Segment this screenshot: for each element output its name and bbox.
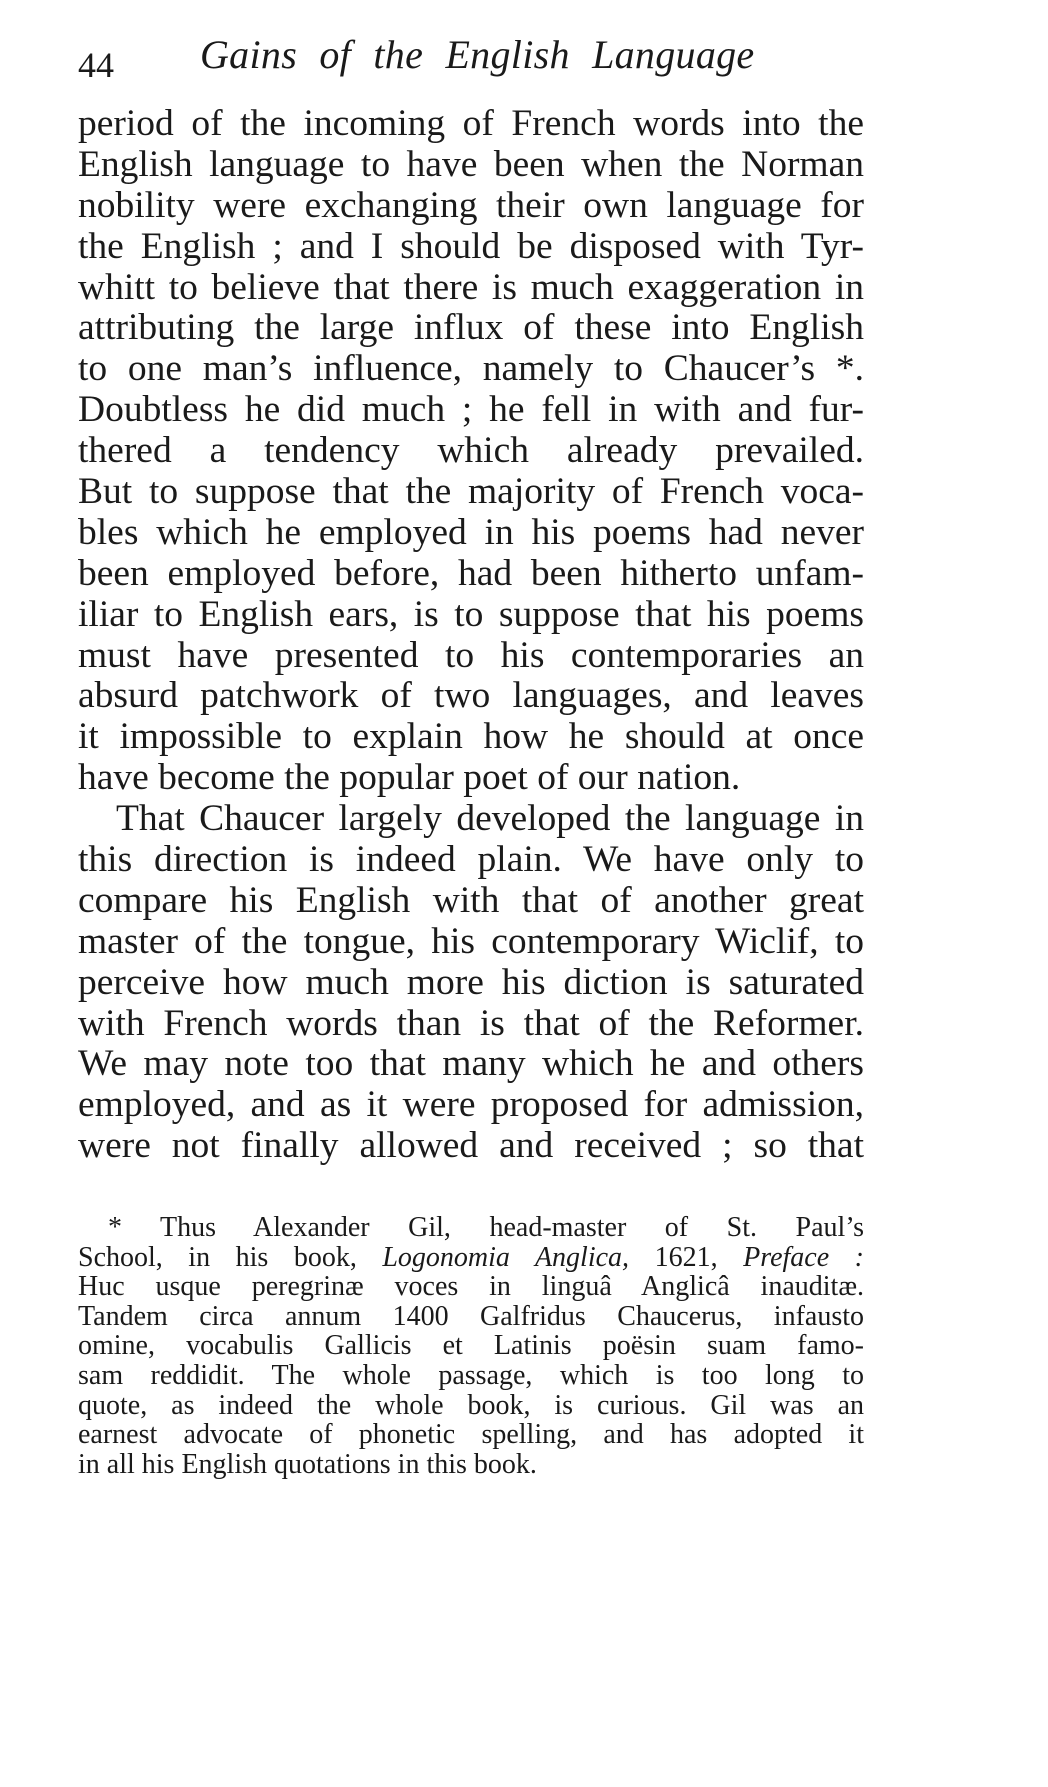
footnote-line: Tandem circa annum 1400 Galfridus Chaucerus, infausto: [78, 1300, 864, 1332]
text-line: Doubtless he did much ; he fell in with and fur-: [78, 389, 864, 431]
text-line: absurd patchwork of two languages, and leaves: [78, 675, 864, 717]
text-line: were not finally allowed and received ; so that: [78, 1125, 864, 1167]
text-line: have become the popular poet of our nation.: [78, 757, 741, 799]
page-number: 44: [78, 45, 114, 85]
text-line: iliar to English ears, is to suppose that his poems: [78, 593, 864, 635]
text-line: perceive how much more his diction is saturated: [78, 961, 864, 1003]
text-line: period of the incoming of French words into the: [78, 103, 864, 144]
text-line: bles which he employed in his poems had never: [78, 511, 864, 553]
text-line: attributing the large influx of these into English: [78, 307, 864, 349]
text-line: must have presented to his contemporaries an: [78, 634, 864, 676]
text-line: But to suppose that the majority of French voca-: [78, 471, 864, 513]
footnote-text: 1621,: [629, 1241, 744, 1273]
footnote-text: School, in his book,: [78, 1241, 383, 1273]
text-line: English language to have been when the Norman: [78, 143, 864, 185]
text-line: master of the tongue, his contemporary Wiclif, to: [78, 920, 864, 962]
text-line: That Chaucer largely developed the language in: [116, 798, 864, 840]
text-line: compare his English with that of another great: [78, 879, 864, 921]
footnote-line: in all his English quotations in this book.: [78, 1448, 537, 1480]
body-text: [78, 104, 864, 1167]
text-line: it impossible to explain how he should at once: [78, 716, 864, 758]
footnote-line: * Thus Alexander Gil, head-master of St. Paul’s: [108, 1212, 864, 1243]
text-line: to one man’s influence, namely to Chaucer’s *.: [78, 348, 864, 390]
running-title: Gains of the English Language: [200, 32, 755, 77]
text-line: employed, and as it were proposed for admission,: [78, 1084, 864, 1126]
footnote-line: quote, as indeed the whole book, is curious. Gil was an: [78, 1389, 864, 1421]
text-line: whitt to believe that there is much exaggeration in: [78, 266, 864, 308]
running-head: [78, 30, 878, 90]
footnote-line: sam reddidit. The whole passage, which is too long to: [78, 1359, 864, 1391]
text-line: thered a tendency which already prevailed.: [78, 430, 864, 472]
footnote: [78, 1213, 864, 1479]
footnote-line: [78, 1243, 864, 1273]
preface-label: Preface :: [743, 1241, 864, 1273]
text-line: nobility were exchanging their own language for: [78, 184, 864, 226]
book-title: Logonomia Anglica,: [382, 1241, 630, 1273]
footnote-line: omine, vocabulis Gallicis et Latinis poësin suam famo-: [78, 1330, 864, 1362]
text-line: the English ; and I should be disposed with Tyr-: [78, 225, 864, 267]
footnote-line: earnest advocate of phonetic spelling, and has adopted it: [78, 1419, 864, 1451]
footnote-line: Huc usque peregrinæ voces in linguâ Anglicâ inauditæ.: [78, 1271, 864, 1303]
text-line: with French words than is that of the Reformer.: [78, 1002, 864, 1044]
text-line: this direction is indeed plain. We have only to: [78, 839, 864, 881]
text-line: been employed before, had been hitherto unfam-: [78, 552, 864, 594]
text-line: We may note too that many which he and others: [78, 1043, 864, 1085]
